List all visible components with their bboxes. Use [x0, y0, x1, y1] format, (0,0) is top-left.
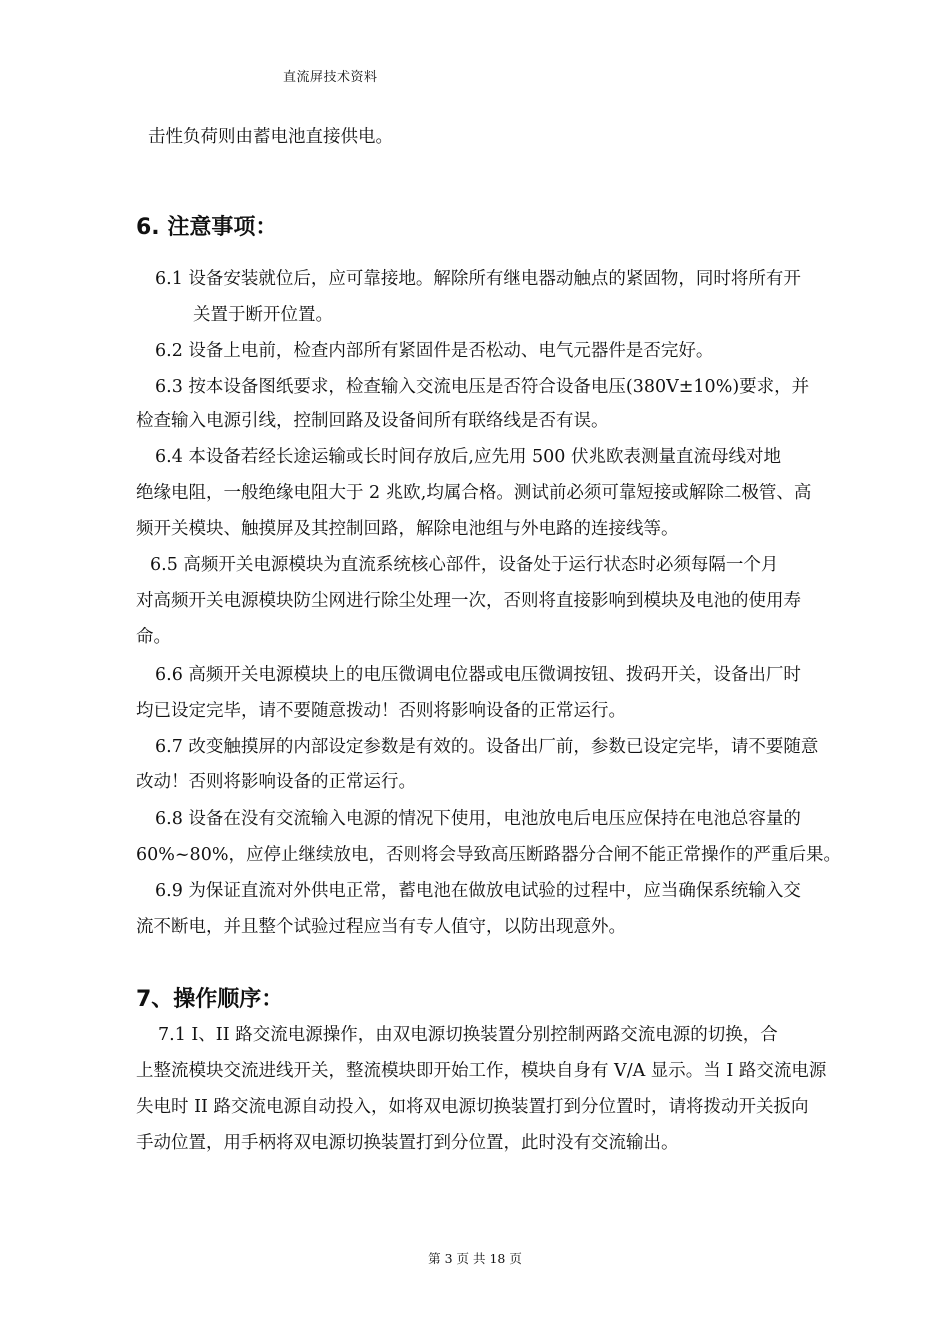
paragraph-line: 检查输入电源引线，控制回路及设备间所有联络线是否有误。: [136, 411, 609, 431]
paragraph-line: 60%~80%，应停止继续放电，否则将会导致高压断路器分合闸不能正常操作的严重后果。: [136, 845, 841, 865]
page-number: 第 3 页 共 18 页: [428, 1251, 522, 1266]
intro-line: 击性负荷则由蓄电池直接供电。: [148, 127, 393, 147]
paragraph-line: 6.1 设备安装就位后，应可靠接地。解除所有继电器动触点的紧固物，同时将所有开: [155, 269, 801, 289]
paragraph-line: 7.1 I、II 路交流电源操作，由双电源切换装置分别控制两路交流电源的切换，合: [158, 1025, 778, 1045]
paragraph-line: 均已设定完毕，请不要随意拨动！否则将影响设备的正常运行。: [136, 701, 626, 721]
paragraph-line: 手动位置，用手柄将双电源切换装置打到分位置，此时没有交流输出。: [136, 1133, 679, 1153]
paragraph-line: 6.9 为保证直流对外供电正常，蓄电池在做放电试验的过程中，应当确保系统输入交: [155, 881, 801, 901]
paragraph-line: 失电时 II 路交流电源自动投入，如将双电源切换装置打到分位置时，请将拨动开关扳向: [136, 1097, 809, 1117]
paragraph-line: 绝缘电阻，一般绝缘电阻大于 2 兆欧,均属合格。测试前必须可靠短接或解除二极管、高: [136, 483, 812, 503]
section-7-heading: 7、操作顺序：: [136, 987, 284, 1012]
paragraph-line: 6.4 本设备若经长途运输或长时间存放后,应先用 500 伏兆欧表测量直流母线对地: [155, 447, 781, 467]
paragraph-line: 6.2 设备上电前，检查内部所有紧固件是否松动、电气元器件是否完好。: [155, 341, 714, 361]
paragraph-line: 改动！否则将影响设备的正常运行。: [136, 772, 416, 792]
paragraph-line: 6.6 高频开关电源模块上的电压微调电位器或电压微调按钮、拨码开关，设备出厂时: [155, 665, 801, 685]
paragraph-line: 流不断电，并且整个试验过程应当有专人值守，以防出现意外。: [136, 917, 626, 937]
paragraph-line: 6.3 按本设备图纸要求，检查输入交流电压是否符合设备电压(380V±10%)要求，并: [155, 377, 810, 397]
paragraph-line: 6.5 高频开关电源模块为直流系统核心部件，设备处于运行状态时必须每隔一个月: [150, 555, 779, 575]
paragraph-line: 6.7 改变触摸屏的内部设定参数是有效的。设备出厂前，参数已设定完毕，请不要随意: [155, 737, 819, 757]
paragraph-line: 频开关模块、触摸屏及其控制回路，解除电池组与外电路的连接线等。: [136, 519, 679, 539]
paragraph-line: 命。: [136, 627, 171, 647]
section-6-heading: 6. 注意事项：: [136, 215, 278, 240]
paragraph-line: 6.8 设备在没有交流输入电源的情况下使用，电池放电后电压应保持在电池总容量的: [155, 809, 801, 829]
page-header: 直流屏技术资料: [283, 70, 378, 85]
paragraph-line: 对高频开关电源模块防尘网进行除尘处理一次，否则将直接影响到模块及电池的使用寿: [136, 591, 801, 611]
paragraph-line: 上整流模块交流进线开关，整流模块即开始工作，模块自身有 V/A 显示。当 I 路交流电源: [136, 1061, 827, 1081]
paragraph-line: 关置于断开位置。: [193, 305, 333, 325]
